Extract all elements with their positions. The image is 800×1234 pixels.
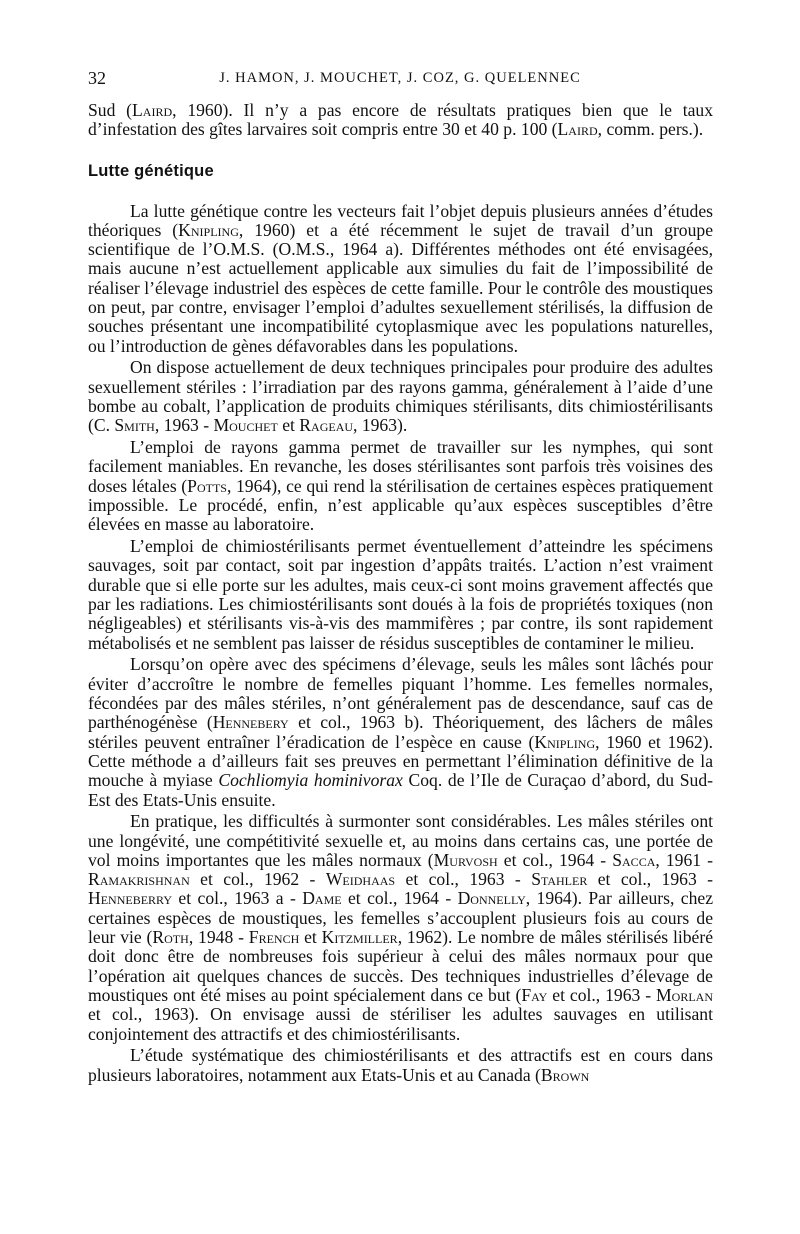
author-citation: Rageau [299, 415, 354, 436]
author-citation: Laird [132, 100, 173, 120]
text-run: , 1962). Le nombre de mâles stérilisés libéré doit donc être de nombreuses fois supérieur à celui des mâles normaux pour que l’opération ait quelques chances de succès. Des techniques industrielles d’élevage de moustiques ont été mises au point spécialement dans ce but ( [88, 927, 713, 1005]
text-run: L’emploi de rayons gamma permet de travailler sur les nymphes, qui sont facilement maniables. En revanche, les doses stérilisantes sont parfois très voisines des doses létales ( [88, 437, 713, 496]
text-run: L’étude systématique des chimiostérilisants et des attractifs est en cours dans plusieurs laboratoires, notamment aux Etats-Unis et au Canada ( [88, 1045, 713, 1085]
text-run: et col., 1964 - [497, 849, 613, 870]
text-run: , 1963). [353, 415, 408, 436]
author-citation: Mouchet [213, 415, 278, 436]
author-citation: Fay [521, 984, 548, 1005]
text-run: , 1960) et a été récemment le sujet de travail d’un groupe scientifique de l’O.M.S. (O.M.S., 1964 a). Différentes méthodes ont été envisagées, mais aucune n’est actuellement applicable aux simulies du fait de l’impossibilité de réaliser l’élevage industriel des espèces de cette famille. Pour le contrôle des moustiques on peut, par contre, envisager l’emploi d’adultes sexuellement stérilisés, la diffusion de souches présentant une incompatibilité cytoplasmique avec les populations naturelles, ou l’introduction de gènes défavorables dans les populations. [88, 219, 713, 356]
author-citation: Murvosh [433, 849, 498, 870]
text-run: , 1960). Il n’y a pas encore de résultats pratiques bien que le taux d’infestation des gîtes larvaires soit compris entre 30 et 40 p. 100 ( [88, 100, 713, 140]
text-run: et col., 1962 - [189, 869, 326, 890]
text-run: , 1964). Par ailleurs, chez certaines espèces de moustiques, les femelles s’accouplent plusieurs fois au cours de leur vie ( [88, 888, 714, 948]
author-citation: Smith [114, 415, 155, 436]
text-run: et col., 1963 a - [172, 888, 303, 909]
author-citation: Potts [187, 475, 227, 496]
text-run: En pratique, les difficultés à surmonter sont considérables. Les mâles stériles ont une longévité, une compétitivité sexuelle et, au moins dans certains cas, une portée de vol moins importantes que les mâles normaux ( [88, 811, 713, 870]
paragraph-continuation [88, 101, 713, 140]
paragraph [88, 1046, 713, 1085]
text-run: et [277, 415, 300, 436]
section-heading: Lutte génétique [88, 161, 214, 180]
author-citation: Brown [540, 1064, 590, 1085]
text-run: Coq. de l’Ile de Curaçao d’abord, du Sud-Est des Etats-Unis ensuite. [88, 770, 713, 810]
paragraph [88, 358, 713, 435]
text-run: , 1948 - [188, 927, 249, 948]
author-citation: Henneberry [88, 888, 173, 909]
text-run: La lutte génétique contre les vecteurs fait l’objet depuis plusieurs années d’études théoriques ( [88, 200, 713, 240]
paragraph [88, 655, 713, 809]
author-citation: Laird [557, 119, 598, 140]
text-run: , comm. pers.). [597, 119, 704, 140]
text-run: et [299, 927, 322, 948]
text-run: L’emploi de chimiostérilisants permet éventuellement d’atteindre les spécimens sauvages, soit par contact, soit par ingestion d’appâts traités. L’action n’est vraiment durable que si elle porte sur les adultes, mais ceux-ci sont moins gravement affectés que par les radiations. Les chimiostérilisants sont doués à la fois de propriétés toxiques (non négligeables) et stérilisants vis-à-vis des mammifères ; par contre, ils sont rapidement métabolisés et ne semblent pas laisser de résidus susceptibles de contaminer le milieu. [88, 536, 713, 653]
author-citation: Knipling [534, 731, 596, 752]
author-citation: French [248, 927, 300, 948]
text-run: , 1964), ce qui rend la stérilisation de certaines espèces pratiquement impossible. Le procédé, enfin, n’est applicable qu’aux espèces susceptibles d’être élevées en masse au laboratoire. [88, 475, 713, 535]
text-run: et col., 1963 b). Théoriquement, des lâchers de mâles stériles peuvent entraîner l’éradication de l’espèce en cause ( [88, 712, 713, 752]
text-run: , 1963 - [154, 415, 214, 436]
author-citation: Knipling [178, 219, 239, 240]
text-run: , 1961 - [655, 849, 714, 870]
text-run: et col., 1964 - [341, 888, 458, 909]
author-citation: Kitzmiller [321, 927, 398, 948]
paragraph [88, 202, 713, 356]
text-run: et col., 1963 - [547, 984, 657, 1005]
author-citation: Roth [152, 927, 189, 948]
author-citation: Donnelly [457, 888, 526, 909]
text-run: et col., 1963 - [395, 869, 532, 890]
author-citation: Sacca [612, 849, 656, 870]
running-head-authors: J. HAMON, J. MOUCHET, J. COZ, G. QUELENNEC [219, 70, 581, 86]
paragraph [88, 537, 713, 653]
species-name: Cochliomyia hominivorax [218, 770, 403, 791]
author-citation: Weidhaas [325, 869, 396, 890]
text-run: , 1960 et 1962). Cette méthode a d’ailleurs fait ses preuves en permettant l’élimination définitive de la mouche à myiase [88, 731, 713, 791]
author-citation: Morlan [656, 984, 714, 1005]
paragraph [88, 812, 713, 1044]
text-run: On dispose actuellement de deux techniques principales pour produire des adultes sexuellement stériles : l’irradiation par des rayons gamma, généralement à l’aide d’une bombe au cobalt, l’application de produits chimiques stérilisants, dits chimiostérilisants (C. [88, 357, 713, 436]
paragraph [88, 438, 713, 534]
page-header [88, 68, 712, 92]
document-body [88, 101, 713, 1085]
author-citation: Hennebery [212, 712, 289, 733]
author-citation: Stahler [531, 869, 588, 890]
text-run: et col., 1963). On envisage aussi de stériliser les adultes sauvages en utilisant conjointement des attractifs et des chimiostérilisants. [88, 1004, 713, 1044]
text-run: et col., 1963 - [587, 869, 714, 890]
text-run: Sud ( [88, 100, 133, 120]
author-citation: Dame [302, 888, 342, 909]
author-citation: Ramakrishnan [88, 869, 190, 890]
page-number: 32 [88, 68, 106, 88]
text-run: Lorsqu’on opère avec des spécimens d’élevage, seuls les mâles sont lâchés pour éviter d’accroître le nombre de femelles piquant l’homme. Les femelles normales, fécondées par des mâles stériles, n’ont généralement pas de descendance, sauf cas de parthénogénèse ( [88, 654, 713, 733]
